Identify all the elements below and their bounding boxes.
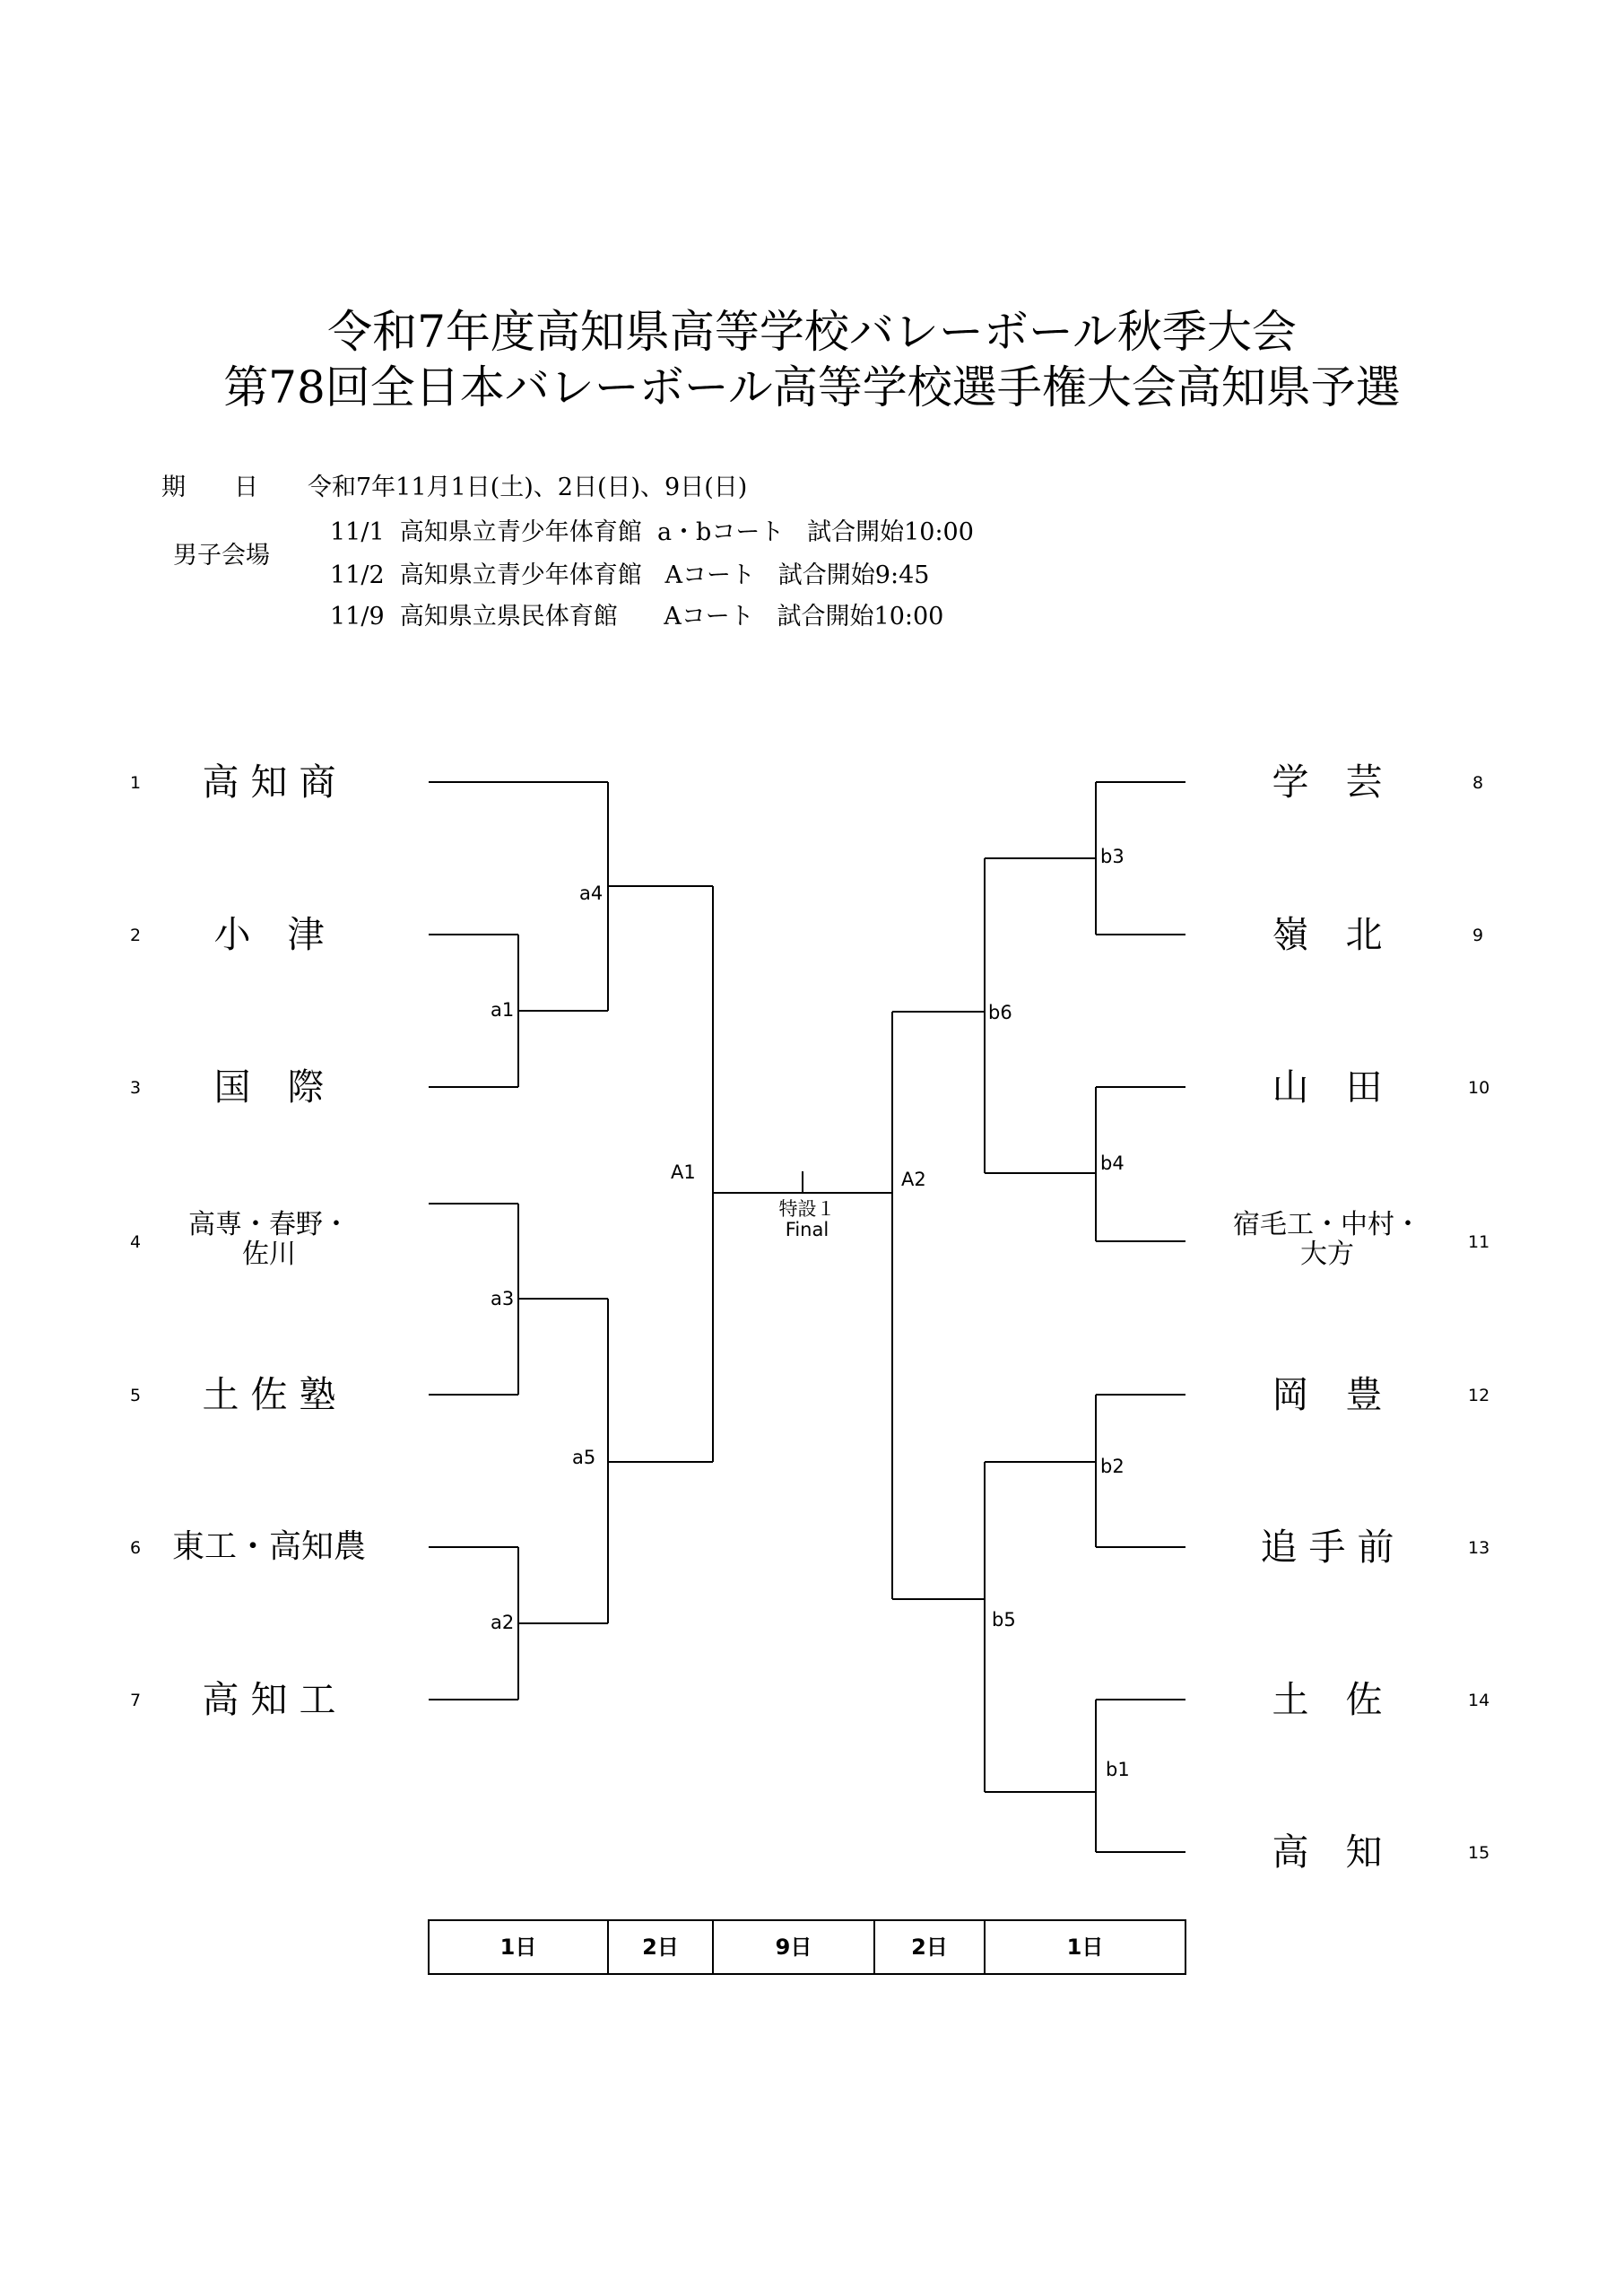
match-label-b2: b2	[1100, 1456, 1125, 1477]
day-cell: 1日	[1066, 1935, 1104, 1960]
seed-number: 13	[1468, 1538, 1490, 1558]
seed-number: 6	[130, 1538, 142, 1558]
team-name: 岡 豊	[1272, 1373, 1383, 1416]
day-cell: 2日	[911, 1935, 948, 1960]
match-label-b4: b4	[1100, 1152, 1125, 1174]
venue-line-2: 11/2 高知県立青少年体育館 Aコート 試合開始9:45	[330, 561, 930, 589]
match-label-a3: a3	[491, 1288, 515, 1309]
seed-number: 4	[130, 1232, 142, 1252]
team-name: 高 知	[1272, 1831, 1383, 1874]
team-name: 嶺 北	[1272, 913, 1383, 956]
team-name: 土 佐	[1272, 1678, 1383, 1721]
match-label-b3: b3	[1100, 846, 1125, 867]
date-value: 令和7年11月1日(土)、2日(日)、9日(日)	[308, 474, 748, 501]
seed-number: 11	[1468, 1232, 1490, 1252]
team-name: 小 津	[213, 913, 325, 956]
seed-number: 3	[130, 1078, 142, 1098]
title-line-2: 第78回全日本バレーボール高等学校選手権大会高知県予選	[223, 361, 1401, 413]
venue-label: 男子会場	[173, 542, 270, 570]
day-cell: 1日	[499, 1935, 537, 1960]
team-name-line-1: 高専・春野・	[188, 1209, 350, 1240]
seed-number: 15	[1468, 1843, 1490, 1863]
match-label-A1: A1	[671, 1161, 696, 1183]
seed-number: 1	[130, 773, 142, 793]
date-label: 期 日	[161, 474, 258, 501]
seed-number: 2	[130, 926, 142, 945]
team-name: 土 佐 塾	[202, 1373, 336, 1416]
venue-line-1: 11/1 高知県立青少年体育館 a・bコート 試合開始10:00	[330, 518, 974, 546]
seed-number: 14	[1468, 1691, 1490, 1710]
match-label-b6: b6	[988, 1002, 1012, 1023]
team-name: 学 芸	[1272, 761, 1383, 804]
day-cell: 9日	[775, 1935, 812, 1960]
match-label-b1: b1	[1106, 1759, 1130, 1780]
seed-number: 12	[1468, 1386, 1490, 1405]
team-name: 東工・高知農	[171, 1528, 366, 1565]
seed-number: 7	[130, 1691, 142, 1710]
venue-line-3: 11/9 高知県立県民体育館 Aコート 試合開始10:00	[330, 603, 944, 631]
seed-number: 10	[1468, 1078, 1490, 1098]
seed-number: 9	[1472, 926, 1484, 945]
team-name: 山 田	[1272, 1065, 1383, 1109]
team-name: 高 知 工	[202, 1678, 336, 1721]
match-label-a5: a5	[572, 1447, 596, 1468]
team-name-line-1: 宿毛工・中村・	[1233, 1209, 1421, 1240]
match-label-A2: A2	[901, 1169, 926, 1190]
match-label-a4: a4	[579, 883, 604, 904]
title-line-1: 令和7年度高知県高等学校バレーボール秋季大会	[327, 306, 1297, 358]
team-name	[135, 1210, 404, 1269]
team-name	[1193, 1210, 1462, 1269]
seed-number: 8	[1472, 773, 1484, 793]
team-name: 追 手 前	[1260, 1526, 1394, 1569]
team-name-line-2: 佐川	[242, 1239, 296, 1270]
team-name: 国 際	[213, 1065, 325, 1109]
day-cell: 2日	[642, 1935, 679, 1960]
seed-number: 5	[130, 1386, 142, 1405]
match-label-a1: a1	[491, 999, 515, 1021]
final-court: 特設１	[778, 1198, 836, 1220]
match-label-a2: a2	[491, 1612, 515, 1633]
team-name-line-2: 大方	[1300, 1239, 1354, 1270]
match-label-b5: b5	[992, 1609, 1016, 1631]
final-label: Final	[785, 1219, 829, 1240]
team-name: 高 知 商	[202, 761, 336, 804]
